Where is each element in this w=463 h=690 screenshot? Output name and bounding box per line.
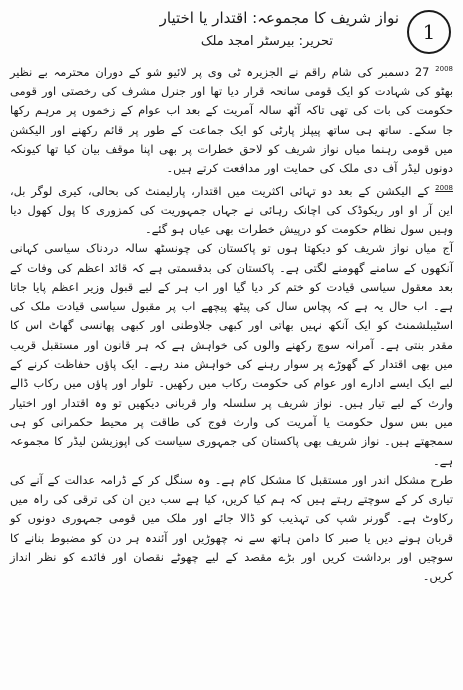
page-title: نواز شریف کا مجموعہ: اقتدار یا اختیار (159, 9, 399, 27)
paragraph-4 (10, 471, 453, 587)
paragraph-3 (10, 239, 453, 471)
article-body (10, 60, 453, 587)
paragraph-1 (10, 60, 453, 179)
paragraph-3-text: آج میاں نواز شریف کو دیکھتا ہوں تو پاکستان کی چونسٹھ سالہ دردناک سیاسی کہانی آنکھوں کے سامنے گھومنے لگتی ہے۔ پاکستان کی بدقسمتی ہے کہ قائد اعظم کی وفات کے بعد معقول سیاسی قیادت کو ختم کر دیا گیا اور اب ہر کے لیے قبول وزیر اعظم پایا جاتا ہے۔ اب حال یہ ہے کہ پچاس سال کی پیٹھ پیچھے اب پر مقبول سیاسی قیادت ملک کی اسٹیبلشمنٹ کو ایک آنکھ نہیں بھاتی اور کبھی جلاوطنی اور کبھی پھانسی گھاٹ اس کا مقدر بنتی ہے۔ آمرانہ سوچ رکھنے والوں کی خواہش ہے کہ ہر قانون اور مستقبل قریب میں بھی اقتدار کے گھوڑے پر سوار رہنے کی خواہش مند رہے۔ ایک پاؤں حفاظت کرنے کے لیے ایک ایسے ادارے اور عوام کی حکومت رکاب میں رکھیں۔ تلوار اور پاؤں میں رکاب ڈالے وارث کے لیے تیار ہیں۔ نواز شریف پر سلسلہ وار قربانی دیکھیں تو وہ اقتدار اور اختیار میں بس سول حکومت یا آمریت کی وارث فوج کی طاقت پر محیط حکمرانی کو ہی سمجھتے ہیں۔ نواز شریف بھی پاکستان کی جمہوری سیاست کی اپوزیشن لیڈر کا مجموعہ ہے۔ (10, 241, 453, 468)
paragraph-2-text: کے الیکشن کے بعد دو تہائی اکثریت میں اقتدار، پارلیمنٹ کی بحالی، کیری لوگر بل، این آر او اور ریکوڈک کی اچانک رہائی نے جہاں جمہوریت کی کمزوری کا پول کھول دیا وہیں سول نظام حکومت کو درپیش خطرات بھی عیاں ہو گئے۔ (10, 183, 453, 236)
paragraph-4-text: طرح مشکل اندر اور مستقبل کا مشکل کام ہے۔ وہ سنگل کر کے ڈرامہ عدالت کے آنے کی تیاری کر کے سوچتے رہتے ہیں کہ ہم کیا کریں، کیا ہے سب دین ان کی ترقی کی راہ میں رکاوٹ ہے۔ گورنر شپ کی تہذیب کو ڈالا جائے اور ملک میں قومی جمہوری دونوں کو قربان ہونے دیں یا صبر کا دامن ہاتھ سے نہ چھوڑیں اور آئندہ ہر دن کو مضبوط بنانے کا سوچیں اور برداشت کریں اور بڑے مقصد کے لیے چھوٹے نقصان اور فائدے کو نظر انداز کریں۔ (10, 472, 453, 584)
page-number-badge: 1 (407, 10, 451, 54)
page-header (10, 4, 453, 60)
year-note-2: 2008 (435, 183, 453, 192)
author-line: تحریر: بیرسٹر امجد ملک (200, 34, 333, 49)
paragraph-2 (10, 179, 453, 240)
year-note-1: 2008 (435, 65, 453, 73)
paragraph-1-text: 27 دسمبر کی شام راقم نے الجزیرہ ٹی وی پر لائیو شو کے دوران محترمہ بے نظیر بھٹو کی شہادت کو ایک قومی سانحہ قرار دیا تھا اور جنرل مشرف کی رخصتی اور قومی حکومت کی بات کی تھی تاکہ آٹھ سالہ آمریت کے بعد اب عوام کے زخموں پر مرہم رکھا جا سکے۔ ساتھ ہی ساتھ پیپلز پارٹی کو ایک جماعت کے طور پر قائم رکھنے اور الیکشن میں قومی رہنما میاں نواز شریف کو لاحق خطرات پر بھی اپنا موقف بیان کیا تھا کیونکہ دونوں لیڈر آف دی ملک کی حمایت اور مدافعت کرتے ہیں۔ (10, 64, 453, 176)
